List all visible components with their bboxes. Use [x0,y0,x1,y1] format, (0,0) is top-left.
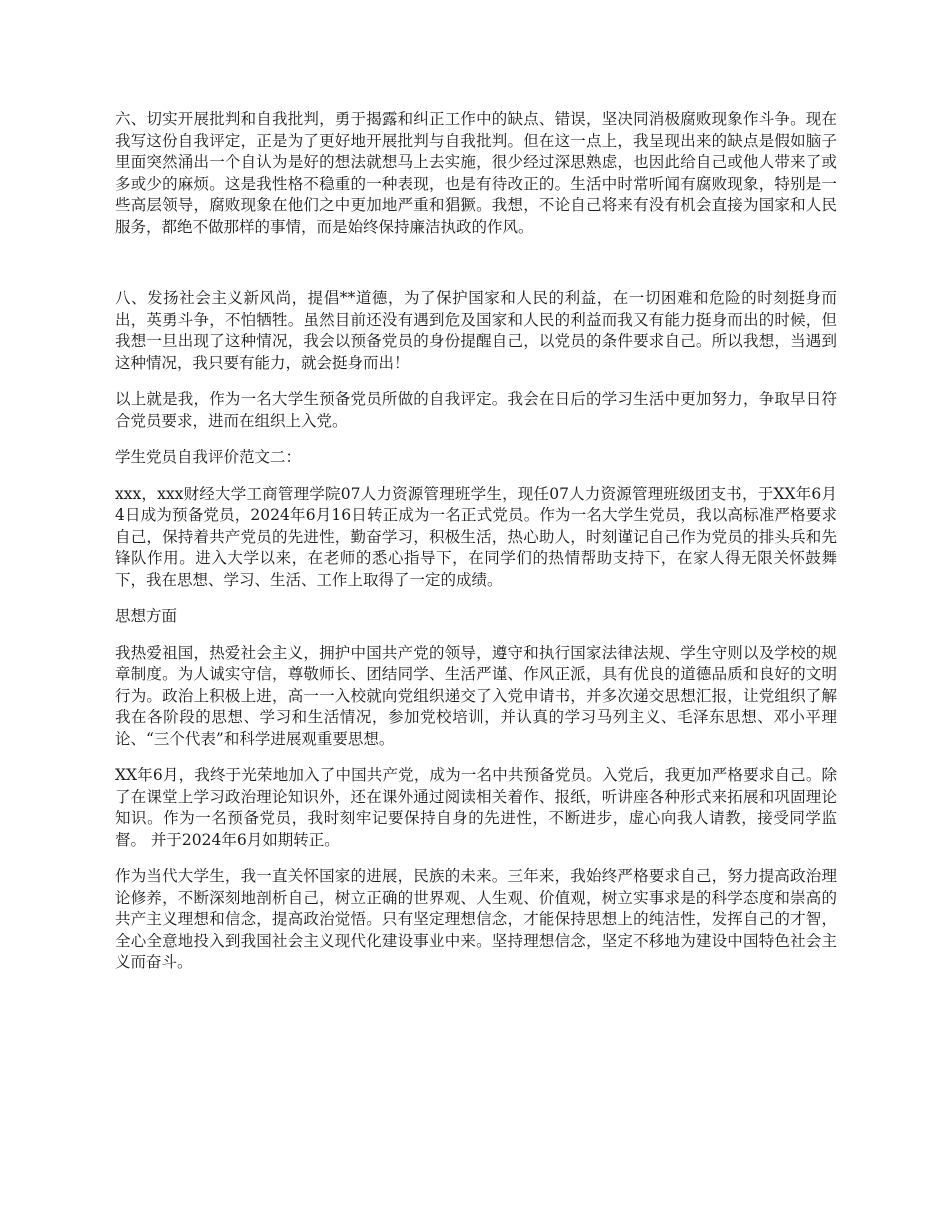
document-body [115,109,837,989]
paragraph-ideals: 作为当代大学生，我一直关怀国家的进展，民族的未来。三年来，我始终严格要求自己，努力提高政治理论修养，不断深刻地剖析自己，树立正确的世界观、人生观、价值观，树立实事求是的科学态度和崇高的共产主义理想和信念，提高政治觉悟。只有坚定理想信念，才能保持思想上的纯洁性，发挥自己的才智，全心全意地投入到我国社会主义现代化建设事业中来。坚持理想信念，坚定不移地为建设中国特色社会主义而奋斗。 [115,867,837,971]
paragraph-joining-party: XX年6月，我终于光荣地加入了中国共产党，成为一名中共预备党员。入党后，我更加严格要求自己。除了在课堂上学习政治理论知识外，还在课外通过阅读相关着作、报纸，听讲座各种形式来拓展和巩固理论知识。作为一名预备党员，我时刻牢记要保持自身的先进性，不断进步，虚心向我人请教，接受同学监督。 并于2024年6月如期转正。 [115,766,837,849]
section-title-sample-two: 学生党员自我评价范文二： [115,448,302,466]
paragraph-ideology: 我热爱祖国，热爱社会主义，拥护中国共产党的领导，遵守和执行国家法律法规、学生守则以及学校的规章制度。为人诚实守信，尊敬师长、团结同学、生活严谨、作风正派，具有优良的道德品质和良好的文明行为。政治上积极上进，高一一入校就向党组织递交了入党申请书，并多次递交思想汇报，让党组织了解我在各阶段的思想、学习和生活情况，参加党校培训，并认真的学习马列主义、毛泽东思想、邓小平理论、“三个代表”和科学进展观重要思想。 [115,643,837,748]
paragraph-conclusion: 以上就是我，作为一名大学生预备党员所做的自我评定。我会在日后的学习生活中更加努力，争取早日符合党员要求，进而在组织上入党。 [115,390,837,430]
paragraph-self-criticism: 六、切实开展批判和自我批判，勇于揭露和纠正工作中的缺点、错误，坚决同消极腐败现象作斗争。现在我写这份自我评定，正是为了更好地开展批判与自我批判。但在这一点上，我呈现出来的缺点是假如脑子里面突然涌出一个自认为是好的想法就想马上去实施，很少经过深思熟虑，也因此给自己或他人带来了或多或少的麻烦。这是我性格不稳重的一种表现，也是有待改正的。生活中时常听闻有腐败现象，特别是一些高层领导，腐败现象在他们之中更加地严重和猖獗。我想，不论自己将来有没有机会直接为国家和人民服务，都绝不做那样的事情，而是始终保持廉洁执政的作风。 [115,110,837,236]
paragraph-new-customs: 八、发扬社会主义新风尚，提倡**道德，为了保护国家和人民的利益，在一切困难和危险的时刻挺身而出，英勇斗争，不怕牺牲。虽然目前还没有遇到危及国家和人民的利益而我又有能力挺身而出的时候，但我想一旦出现了这种情况，我会以预备党员的身份提醒自己，以党员的条件要求自己。所以我想，当遇到这种情况，我只要有能力，就会挺身而出！ [115,289,837,372]
section-title-ideology: 思想方面 [115,607,178,625]
paragraph-introduction: xxx，xxx财经大学工商管理学院07人力资源管理班学生，现任07人力资源管理班级团支书，于XX年6月4日成为预备党员，2024年6月16日转正成为一名正式党员。作为一名大学生党员，我以高标准严格要求自己，保持着共产党员的先进性，勤奋学习，积极生活，热心助人，时刻谨记自己作为党员的排头兵和先锋队作用。进入大学以来，在老师的悉心指导下，在同学们的热情帮助支持下，在家人得无限关怀鼓舞下，我在思想、学习、生活、工作上取得了一定的成绩。 [115,484,837,589]
